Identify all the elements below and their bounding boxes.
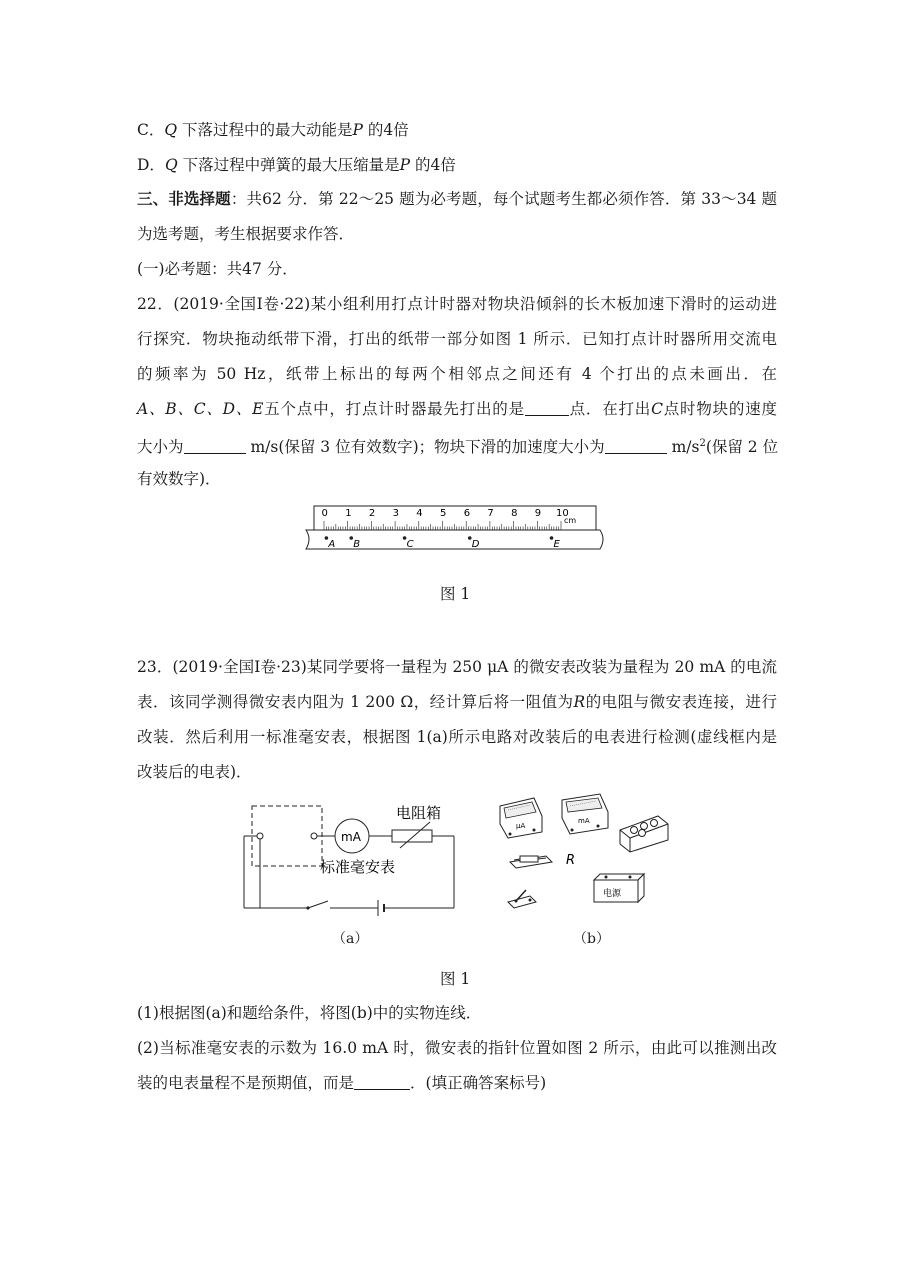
q23-sub-1: (1)根据图(a)和题给条件，将图(b)中的实物连线． bbox=[137, 1004, 482, 1022]
tape-point-label: B bbox=[353, 539, 361, 550]
switch-symbol bbox=[308, 901, 328, 908]
q22-line-3: 的频率为 50 Hz，纸带上标出的每两个相邻点之间还有 4 个打出的点未画出．在 bbox=[137, 365, 777, 383]
resistor-r-label: R bbox=[566, 853, 576, 868]
resistance-box-device bbox=[620, 816, 668, 852]
q22-line-6: 有效数字)． bbox=[137, 470, 221, 488]
devices-diagram-b bbox=[490, 790, 670, 920]
microammeter-device bbox=[500, 798, 542, 838]
answer-blank-1[interactable] bbox=[525, 401, 569, 416]
ruler-unit: cm bbox=[564, 516, 577, 525]
q23-line-3: 改装．然后利用一标准毫安表，根据图 1(a)所示电路对改装后的电表进行检测(虚线框内是 bbox=[137, 728, 777, 746]
terminal-right bbox=[311, 833, 317, 839]
section-note: 为选考题，考生根据要求作答． bbox=[137, 225, 355, 243]
ruler-label: 3 bbox=[392, 508, 399, 519]
resistor-box-label: 电阻箱 bbox=[396, 804, 442, 822]
standard-milliammeter-label: 标准毫安表 bbox=[320, 858, 396, 876]
ruler-label: 1 bbox=[345, 508, 352, 519]
tape-point-label: E bbox=[553, 539, 560, 550]
q23-sub-2-line-1: (2)当标准毫安表的示数为 16.0 mA 时，微安表的指针位置如图 2 所示，由此可以推测出改 bbox=[137, 1039, 777, 1057]
q23-line-4: 改装后的电表)． bbox=[137, 763, 252, 781]
tape-point-label: C bbox=[406, 539, 414, 550]
resistor-device bbox=[510, 853, 575, 868]
figure-caption-q22: 图 1 bbox=[440, 585, 471, 603]
terminal-left bbox=[257, 833, 263, 839]
caption-a: （a） bbox=[332, 931, 369, 947]
section-sub: (一)必考题：共47 分． bbox=[137, 260, 298, 278]
ruler-label: 4 bbox=[416, 508, 423, 519]
q22-line-2: 行探究．物块拖动纸带下滑，打出的纸带一部分如图 1 所示．已知打点计时器所用交流电 bbox=[137, 330, 777, 348]
ruler-label: 0 bbox=[321, 508, 328, 519]
tape-point-label: D bbox=[471, 539, 480, 550]
option-c: C．Q 下落过程中的最大动能是P 的4倍 bbox=[137, 121, 409, 139]
option-d: D．Q 下落过程中弹簧的最大压缩量是P 的4倍 bbox=[137, 156, 456, 174]
tape-point-label: A bbox=[328, 539, 336, 550]
resistor-box-symbol bbox=[392, 830, 432, 842]
answer-blank-3[interactable] bbox=[605, 439, 667, 454]
q23-line-1: 23．(2019·全国Ⅰ卷·23)某同学要将一量程为 250 μA 的微安表改装为量程为 20 mA 的电流 bbox=[137, 658, 777, 676]
ruler-label: 8 bbox=[511, 508, 518, 519]
microammeter-label: μA bbox=[516, 822, 526, 830]
milliammeter-label: mA bbox=[341, 830, 361, 844]
figure-caption-q23: 图 1 bbox=[440, 970, 471, 988]
ruler-label: 7 bbox=[487, 508, 494, 519]
switch-device bbox=[508, 890, 536, 908]
section-heading-line: 三、非选择题：共62 分．第 22～25 题为必考题，每个试题考生都必须作答．第 33～34 题 bbox=[137, 189, 777, 208]
circuit-diagram-a bbox=[236, 798, 466, 916]
milliammeter-device bbox=[562, 794, 608, 834]
q23-line-2: 表．该同学测得微安表内阻为 1 200 Ω，经计算后将一阻值为R的电阻与微安表连接，进行 bbox=[137, 693, 777, 711]
battery-label: 电源 bbox=[603, 889, 622, 899]
q23-sub-2-line-2: 装的电表量程不是预期值，而是 ．(填正确答案标号) bbox=[137, 1074, 547, 1092]
battery-device bbox=[594, 874, 644, 902]
answer-blank-4[interactable] bbox=[354, 1075, 410, 1090]
ruler-label: 5 bbox=[440, 508, 447, 519]
ruler-label: 10 bbox=[556, 508, 569, 519]
ruler-label: 6 bbox=[463, 508, 471, 519]
ruler-label: 9 bbox=[534, 508, 542, 519]
caption-b: （b） bbox=[573, 931, 610, 947]
q22-line-1: 22．(2019·全国Ⅰ卷·22)某小组利用打点计时器对物块沿倾斜的长木板加速下滑时的运动进 bbox=[137, 295, 777, 313]
q22-line-4: A、B、C、D、E五个点中，打点计时器最先打出的是 点．在打出C点时物块的速度 bbox=[137, 400, 777, 418]
ruler-label: 2 bbox=[368, 508, 376, 519]
q22-line-5: 大小为 m/s(保留 3 位有效数字)；物块下滑的加速度大小为 $m/s^2$(保留 2 位 bbox=[137, 438, 779, 457]
milliammeter-device-label: mA bbox=[578, 817, 590, 825]
section-heading: 三、非选择题 bbox=[137, 189, 231, 208]
tape-ruler-figure bbox=[300, 503, 610, 555]
answer-blank-2[interactable] bbox=[184, 439, 246, 454]
